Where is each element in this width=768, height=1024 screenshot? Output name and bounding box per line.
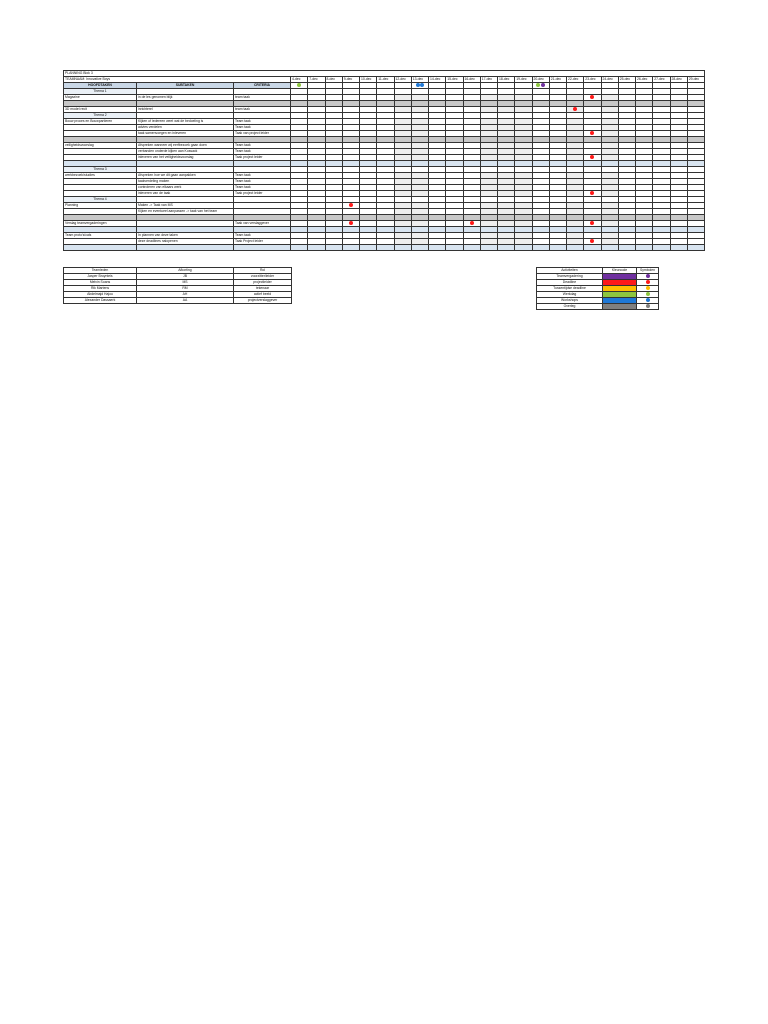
date-header: 11-dec — [377, 77, 394, 83]
legend-dot-icon — [646, 304, 650, 308]
legend-label: Deadline — [537, 280, 603, 286]
hoofdtaak-cell: Team proto's/cals — [64, 233, 137, 239]
hoofdtaak-cell: Magazine — [64, 95, 137, 101]
date-header: 22-dec — [567, 77, 584, 83]
hoofdtaak-cell: 3D model recit — [64, 107, 137, 113]
team-cell: AH — [137, 292, 234, 298]
date-header: 15-dec — [446, 77, 463, 83]
day-cell — [653, 245, 670, 251]
criteria-cell — [234, 245, 291, 251]
date-header: 20-dec — [532, 77, 549, 83]
criteria-cell: Taak Project leider — [234, 239, 291, 245]
legend-swatch — [603, 304, 637, 310]
subtaak-cell: Maken -> Taak van MS — [137, 203, 234, 209]
date-header: 16-dec — [463, 77, 480, 83]
date-header: 8-dec — [325, 77, 342, 83]
day-cell — [498, 245, 515, 251]
subtaak-cell: in de les genomen blijk — [137, 95, 234, 101]
sheet-title: PLANNING Blok 3 — [64, 71, 705, 77]
hoofdtaak-cell: Thema 1 — [64, 89, 137, 95]
date-header: 14-dec — [429, 77, 446, 83]
legend-dot-icon — [646, 298, 650, 302]
marker-dot-icon — [349, 203, 353, 207]
date-header: 13-dec — [411, 77, 428, 83]
day-cell — [291, 245, 308, 251]
col-criteria: CRITERIA — [234, 83, 291, 89]
subtaak-cell: Kijken en eventueel aanpassen -> taak van het team — [137, 209, 234, 215]
marker-dot-icon — [590, 95, 594, 99]
date-header: 19-dec — [515, 77, 532, 83]
day-cell — [532, 245, 549, 251]
subtaak-cell: inrichterel — [137, 107, 234, 113]
criteria-cell: team taak — [234, 107, 291, 113]
date-header: 7-dec — [308, 77, 325, 83]
hoofdtaak-cell: Planning — [64, 203, 137, 209]
team-cell: AA — [137, 298, 234, 304]
legend-table — [536, 267, 659, 310]
criteria-cell: Team taak — [234, 179, 291, 185]
day-cell — [480, 245, 497, 251]
hoofdtaak-cell: Verslag teamvergaderingen — [64, 221, 137, 227]
date-header: 29-dec — [687, 77, 705, 83]
legend-dot-icon — [646, 280, 650, 284]
marker-dot-icon — [590, 191, 594, 195]
day-cell — [670, 245, 687, 251]
team-cell: Melvin Soans — [64, 280, 137, 286]
team-name: TEAMNAAM: Innovative Boys — [64, 77, 291, 83]
day-cell — [394, 245, 411, 251]
criteria-cell: Team taak — [234, 173, 291, 179]
date-header: 4-dec — [291, 77, 308, 83]
legend-label: Overleg — [537, 304, 603, 310]
legend-label: Werkdag — [537, 292, 603, 298]
team-cell: actief beeld — [234, 292, 292, 298]
legend-header: Kleurcode — [603, 268, 637, 274]
blue-row — [64, 245, 705, 251]
team-cell: MS — [137, 280, 234, 286]
team-cell: tekenaar — [234, 286, 292, 292]
hoofdtaak-cell: Bouw proces en Bouwpartieren — [64, 119, 137, 125]
date-header: 17-dec — [480, 77, 497, 83]
criteria-cell: Team taak — [234, 119, 291, 125]
date-header: 12-dec — [394, 77, 411, 83]
day-cell — [618, 245, 635, 251]
team-cell: projectleider — [234, 280, 292, 286]
legend-label: Workshops — [537, 298, 603, 304]
day-cell — [549, 245, 566, 251]
team-cell: RM — [137, 286, 234, 292]
day-cell — [687, 245, 705, 251]
day-cell — [308, 245, 325, 251]
subtaak-cell — [137, 245, 234, 251]
team-members-table — [63, 267, 292, 304]
legend-row — [537, 304, 659, 310]
day-cell — [429, 245, 446, 251]
col-subtaken: SUBTAKEN — [137, 83, 234, 89]
marker-dot-icon — [573, 107, 577, 111]
team-header: Teamleden — [64, 268, 137, 274]
date-header: 18-dec — [498, 77, 515, 83]
hoofdtaak-cell: Thema 2 — [64, 113, 137, 119]
legend-header: Activiteiten — [537, 268, 603, 274]
subtaak-cell: taakverdeling maken — [137, 179, 234, 185]
marker-dot-icon — [590, 239, 594, 243]
date-header: 27-dec — [653, 77, 670, 83]
date-header: 9-dec — [342, 77, 359, 83]
hoofdtaak-cell: werkbezoek/studies — [64, 173, 137, 179]
day-cell — [411, 245, 428, 251]
legend-dot-icon — [646, 292, 650, 296]
date-header: 26-dec — [636, 77, 653, 83]
day-cell — [360, 245, 377, 251]
criteria-cell: Team taak — [234, 233, 291, 239]
subtaak-cell: inleveren van de taak — [137, 191, 234, 197]
marker-dot-icon — [536, 83, 540, 87]
subtaak-cell: Afspreken wanneer wij eerfbezoek gaan doen — [137, 143, 234, 149]
criteria-cell: Taak van verslaggever — [234, 221, 291, 227]
subtaak-cell: verbanden onderde kijken aan Kossack — [137, 149, 234, 155]
marker-dot-icon — [420, 83, 424, 87]
subtaak-cell: Afspreken hoe we dit gaan aanpakken — [137, 173, 234, 179]
team-cell: Jasper Bruynteis — [64, 274, 137, 280]
team-cell: JB — [137, 274, 234, 280]
day-cell — [342, 245, 359, 251]
team-member-row — [64, 298, 292, 304]
subtaak-cell: deze deadlines nalopenen — [137, 239, 234, 245]
date-header: 25-dec — [618, 77, 635, 83]
planning-table — [63, 70, 705, 251]
date-header: 10-dec — [360, 77, 377, 83]
team-header: Rol — [234, 268, 292, 274]
planning-sheet — [63, 70, 704, 251]
legend-header: Symbolen — [637, 268, 659, 274]
subtaak-cell: controleren van elkaars werk — [137, 185, 234, 191]
hoofdtaak-cell: Thema 3 — [64, 167, 137, 173]
team-header: Afkorting — [137, 268, 234, 274]
day-cell — [584, 245, 601, 251]
criteria-cell: Taak project leider — [234, 155, 291, 161]
day-cell — [377, 245, 394, 251]
subtaak-cell: taak samenvoegen en inleveren — [137, 131, 234, 137]
day-cell — [515, 245, 532, 251]
team-cell: Rik Martens — [64, 286, 137, 292]
marker-dot-icon — [541, 83, 545, 87]
day-cell — [601, 245, 618, 251]
team-cell: Alexander Dassaerk — [64, 298, 137, 304]
day-cell — [636, 245, 653, 251]
marker-dot-icon — [470, 221, 474, 225]
criteria-cell: Team taak — [234, 143, 291, 149]
marker-dot-icon — [297, 83, 301, 87]
legend-label: Tussentijdse deadline — [537, 286, 603, 292]
hoofdtaak-cell — [64, 245, 137, 251]
subtaak-cell: Kijken of iedereen weet wat de bedoeling is — [137, 119, 234, 125]
criteria-cell: Team taak — [234, 185, 291, 191]
date-header: 24-dec — [601, 77, 618, 83]
date-header: 23-dec — [584, 77, 601, 83]
criteria-cell: Taak project leider — [234, 191, 291, 197]
marker-dot-icon — [590, 155, 594, 159]
legend-symbol — [637, 304, 659, 310]
criteria-cell: Taak van project leider — [234, 131, 291, 137]
criteria-cell: Team taak — [234, 125, 291, 131]
marker-dot-icon — [349, 221, 353, 225]
team-cell: projectverslaggever — [234, 298, 292, 304]
hoofdtaak-cell: Thema 4 — [64, 197, 137, 203]
day-cell — [325, 245, 342, 251]
subtaak-cell: advies verdelen — [137, 125, 234, 131]
criteria-cell: team taak — [234, 95, 291, 101]
legend-label: Teamvergadering — [537, 274, 603, 280]
criteria-cell: Team taak — [234, 149, 291, 155]
team-cell: Abdelmajd Hajou — [64, 292, 137, 298]
marker-dot-icon — [590, 131, 594, 135]
date-header: 21-dec — [549, 77, 566, 83]
subtaak-cell: inleveren van het veiligheidsvoorslag — [137, 155, 234, 161]
marker-dot-icon — [416, 83, 420, 87]
date-header: 28-dec — [670, 77, 687, 83]
day-cell — [446, 245, 463, 251]
col-hoofdtaken: HOOFDTAKEN — [64, 83, 137, 89]
legend-dot-icon — [646, 286, 650, 290]
team-cell: voorzitter/leider — [234, 274, 292, 280]
subtaak-cell: In plannen van deze taken — [137, 233, 234, 239]
day-cell — [567, 245, 584, 251]
day-cell — [463, 245, 480, 251]
legend-dot-icon — [646, 274, 650, 278]
marker-dot-icon — [590, 221, 594, 225]
hoofdtaak-cell: veiligheidsvoorslag — [64, 143, 137, 149]
